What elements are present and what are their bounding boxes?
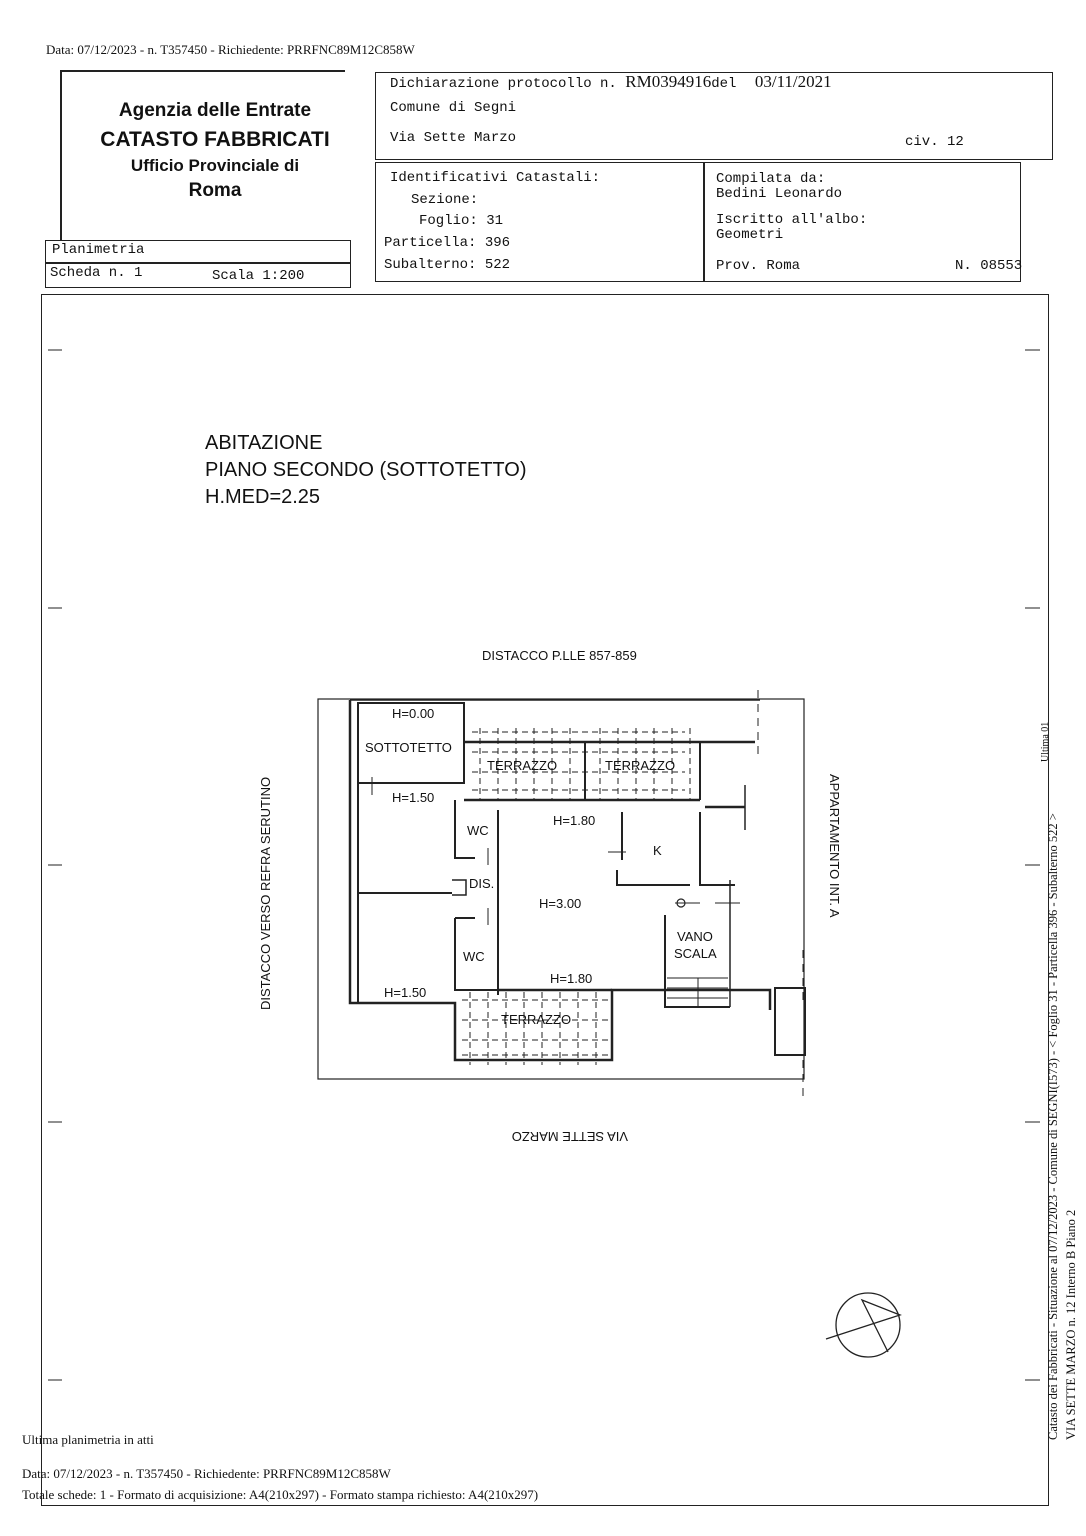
- side-text-line1: Catasto dei Fabbricati - Situazione al 07/12/2023 - Comune di SEGNI(I573) - < Foglio 31 - Particella 396 - Subalterno 522 >: [1046, 813, 1060, 1440]
- albo-label: Iscritto all'albo:: [716, 212, 868, 228]
- ufficio-label: Ufficio Provinciale di: [130, 156, 300, 175]
- scala-label: Scala 1:200: [212, 268, 305, 284]
- label-via-sette-marzo: VIA SETTE MARZO: [511, 1129, 628, 1144]
- protocol-number: RM0394916: [625, 72, 712, 91]
- top-header: Data: 07/12/2023 - n. T357450 - Richiedente: PRRFNC89M12C858W: [46, 42, 415, 57]
- label-appartamento: APPARTAMENTO INT. A: [827, 774, 842, 918]
- label-terrazzo-2: TERRAZZO: [605, 758, 676, 773]
- protocol-label: Dichiarazione protocollo n.: [390, 76, 617, 92]
- protocol-date: 03/11/2021: [754, 72, 832, 91]
- footer-data: Data: 07/12/2023 - n. T357450 - Richiedente: PRRFNC89M12C858W: [22, 1466, 391, 1481]
- planimetria-label: Planimetria: [52, 242, 145, 258]
- prov: Prov. Roma: [716, 258, 801, 274]
- footer-ultima: Ultima planimetria in atti: [22, 1432, 154, 1447]
- ufficio-city: Roma: [188, 180, 242, 201]
- catasto-title: CATASTO FABBRICATI: [100, 128, 330, 151]
- comune: Comune di Segni: [390, 100, 517, 116]
- identificativi-title: Identificativi Catastali:: [390, 170, 601, 186]
- label-wc-2: WC: [463, 949, 485, 964]
- plan-title-line3: H.MED=2.25: [205, 486, 321, 508]
- side-text-line2: VIA SETTE MARZO n. 12 Interno B Piano 2: [1064, 1209, 1078, 1440]
- label-distacco-left: DISTACCO VERSO REFRA SERUTINO: [258, 776, 273, 1010]
- compilata-name: Bedini Leonardo: [716, 186, 843, 202]
- plan-title-line1: ABITAZIONE: [205, 432, 323, 454]
- label-vano: VANO: [677, 929, 713, 944]
- label-k: K: [653, 843, 662, 858]
- footer-totale: Totale schede: 1 - Formato di acquisizione: A4(210x297) - Formato stampa richiesto: A4(210x297): [22, 1487, 539, 1502]
- label-distacco-top: DISTACCO P.LLE 857-859: [482, 648, 637, 663]
- label-scala: SCALA: [674, 946, 717, 961]
- address: Via Sette Marzo: [390, 130, 517, 146]
- label-h000: H=0.00: [392, 706, 435, 721]
- agency-name: Agenzia delle Entrate: [118, 100, 312, 121]
- label-terrazzo-1: TERRAZZO: [487, 758, 558, 773]
- scheda-label: Scheda n. 1: [50, 265, 143, 281]
- foglio: Foglio: 31: [419, 213, 504, 229]
- label-h180-b: H=1.80: [550, 971, 593, 986]
- label-wc-1: WC: [467, 823, 489, 838]
- numero-albo: N. 08553: [955, 258, 1023, 274]
- particella: Particella: 396: [384, 235, 511, 251]
- label-h150-b: H=1.50: [384, 985, 427, 1000]
- albo-value: Geometri: [716, 227, 784, 243]
- label-h300: H=3.00: [539, 896, 582, 911]
- label-h180-a: H=1.80: [553, 813, 596, 828]
- north-arrow-icon: [826, 1293, 900, 1357]
- protocol-del: del: [711, 76, 737, 92]
- label-terrazzo-3: TERRAZZO: [501, 1012, 572, 1027]
- subalterno: Subalterno: 522: [384, 257, 511, 273]
- sezione: Sezione:: [411, 192, 479, 208]
- civ-number: civ. 12: [905, 134, 964, 150]
- compilata-label: Compilata da:: [716, 171, 826, 187]
- label-sottotetto: SOTTOTETTO: [365, 740, 452, 755]
- label-dis: DIS.: [469, 876, 495, 891]
- plan-title-line2: PIANO SECONDO (SOTTOTETTO): [205, 459, 527, 481]
- label-h150-a: H=1.50: [392, 790, 435, 805]
- side-stamp: Ultima 01: [1040, 721, 1051, 762]
